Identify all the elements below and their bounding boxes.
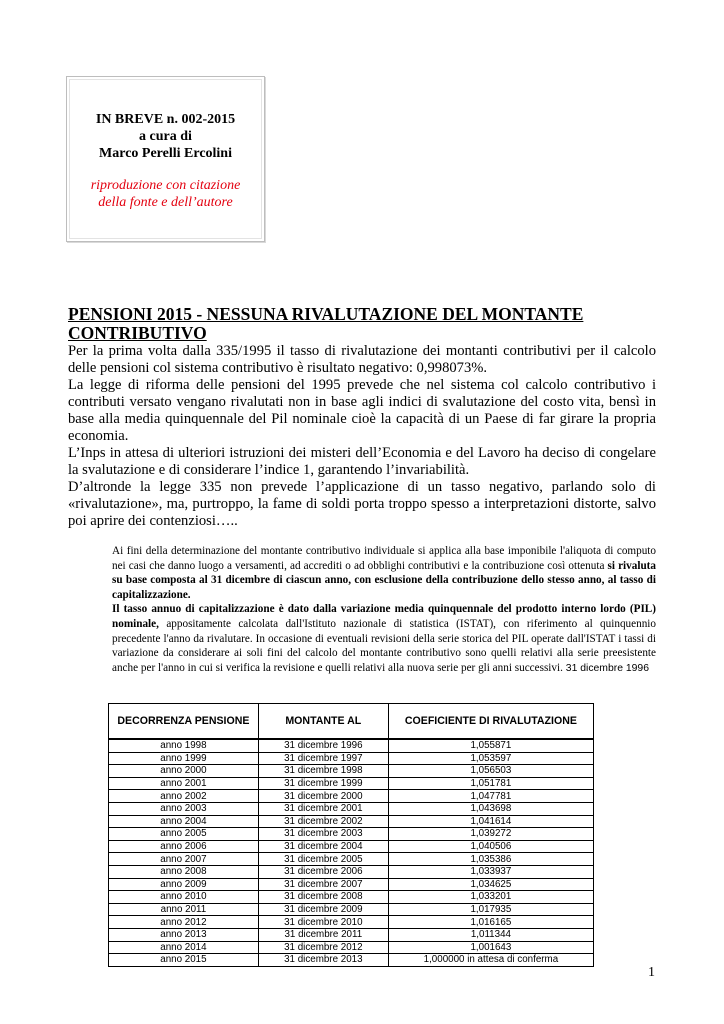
cell-montante: 31 dicembre 1998 — [258, 765, 388, 778]
cell-montante: 31 dicembre 2010 — [258, 916, 388, 929]
article-title — [68, 305, 668, 343]
cell-montante: 31 dicembre 2002 — [258, 815, 388, 828]
column-header-coefficiente: COEFICIENTE DI RIVALUTAZIONE — [388, 704, 593, 740]
table-row — [109, 802, 594, 815]
header-block — [67, 111, 264, 162]
quote-p2-text: appositamente calcolata dall'Istituto nazionale di statistica (ISTAT), con riferimento al quinquennio precedente l'anno da rivalutare. In occasione di eventuali revisioni della serie storica del PIL operate dall'ISTAT i tassi di variazione da considerare ai soli fini del calcolo del montante contributivo sono quelli relativi alla serie preesistente anche per l'anno in cui si verifica la revisione e quelli relativi alla nuova serie per gli anni successivi. — [112, 617, 656, 674]
cell-montante: 31 dicembre 2006 — [258, 865, 388, 878]
table-row — [109, 941, 594, 954]
cell-decorrenza: anno 2012 — [109, 916, 259, 929]
cell-coefficiente: 1,047781 — [388, 790, 593, 803]
table-row — [109, 765, 594, 778]
cell-decorrenza: anno 2003 — [109, 802, 259, 815]
article-title-line2: CONTRIBUTIVO — [68, 323, 207, 343]
cell-decorrenza: anno 2011 — [109, 903, 259, 916]
paragraph-4: D’altronde la legge 335 non prevede l’applicazione di un tasso negativo, parlando solo di «rivalutazione», ma, purtroppo, la fame di soldi porta troppo spesso a interpretazioni distorte, salvo poi aprire dei contenziosi….. — [68, 479, 656, 529]
page-number: 1 — [648, 965, 655, 980]
table-row — [109, 840, 594, 853]
table-row — [109, 903, 594, 916]
quote-p1-bold: si rivaluta su base composta al 31 dicembre di ciascun anno, con esclusione della contribuzione dello stesso anno, al tasso di capitalizzazione. — [112, 559, 656, 601]
cell-coefficiente: 1,011344 — [388, 928, 593, 941]
cell-coefficiente: 1,039272 — [388, 828, 593, 841]
cell-coefficiente: 1,033201 — [388, 891, 593, 904]
cell-decorrenza: anno 1999 — [109, 752, 259, 765]
table-row — [109, 739, 594, 752]
cell-decorrenza: anno 2009 — [109, 878, 259, 891]
paragraph-3: L’Inps in attesa di ulteriori istruzioni dei misteri dell’Economia e del Lavoro ha deciso di congelare la svalutazione e di considerare l’indice 1, garantendo l’invariabilità. — [68, 445, 656, 478]
table-header-row — [109, 704, 594, 740]
quote-paragraph-1 — [112, 544, 656, 602]
cell-montante: 31 dicembre 1999 — [258, 777, 388, 790]
cell-decorrenza: anno 2000 — [109, 765, 259, 778]
law-quote — [112, 544, 656, 676]
reproduction-note — [67, 177, 264, 211]
table-body — [109, 739, 594, 966]
cell-montante: 31 dicembre 2001 — [258, 802, 388, 815]
curated-by-label: a cura di — [139, 129, 192, 144]
cell-montante: 31 dicembre 1997 — [258, 752, 388, 765]
author-name: Marco Perelli Ercolini — [99, 146, 232, 161]
cell-montante: 31 dicembre 2005 — [258, 853, 388, 866]
table-row — [109, 865, 594, 878]
cell-decorrenza: anno 2013 — [109, 928, 259, 941]
reproduction-note-line1: riproduzione con citazione — [90, 178, 241, 193]
table-row — [109, 954, 594, 967]
cell-decorrenza: anno 2014 — [109, 941, 259, 954]
reproduction-note-line2: della fonte e dell’autore — [98, 195, 233, 210]
table-row — [109, 777, 594, 790]
cell-decorrenza: anno 2001 — [109, 777, 259, 790]
cell-montante: 31 dicembre 2007 — [258, 878, 388, 891]
quote-p2-bold: Il tasso annuo di capitalizzazione è dato dalla variazione media quinquennale del prodotto interno lordo (PIL) nominale, — [112, 603, 656, 630]
cell-montante: 31 dicembre 2004 — [258, 840, 388, 853]
article-body — [68, 343, 656, 530]
coefficient-table-wrapper — [108, 703, 594, 967]
cell-coefficiente: 1,033937 — [388, 865, 593, 878]
cell-decorrenza: anno 2006 — [109, 840, 259, 853]
cell-montante: 31 dicembre 1996 — [258, 739, 388, 752]
cell-coefficiente: 1,041614 — [388, 815, 593, 828]
cell-coefficiente: 1,017935 — [388, 903, 593, 916]
cell-montante: 31 dicembre 2009 — [258, 903, 388, 916]
column-header-decorrenza: DECORRENZA PENSIONE — [109, 704, 259, 740]
cell-coefficiente: 1,034625 — [388, 878, 593, 891]
cell-decorrenza: anno 2002 — [109, 790, 259, 803]
cell-decorrenza: anno 2010 — [109, 891, 259, 904]
table-row — [109, 790, 594, 803]
quote-paragraph-2 — [112, 602, 656, 676]
cell-coefficiente: 1,035386 — [388, 853, 593, 866]
cell-coefficiente: 1,000000 in attesa di conferma — [388, 954, 593, 967]
paragraph-1: Per la prima volta dalla 335/1995 il tasso di rivalutazione dei montanti contributivi per il calcolo delle pensioni col sistema contributivo è risultato negativo: 0,998073%. — [68, 343, 656, 376]
cell-coefficiente: 1,040506 — [388, 840, 593, 853]
column-header-montante: MONTANTE AL — [258, 704, 388, 740]
cell-montante: 31 dicembre 2000 — [258, 790, 388, 803]
cell-decorrenza: anno 1998 — [109, 739, 259, 752]
cell-decorrenza: anno 2007 — [109, 853, 259, 866]
cell-montante: 31 dicembre 2008 — [258, 891, 388, 904]
table-row — [109, 928, 594, 941]
cell-coefficiente: 1,053597 — [388, 752, 593, 765]
table-row — [109, 828, 594, 841]
cell-coefficiente: 1,051781 — [388, 777, 593, 790]
table-row — [109, 752, 594, 765]
cell-decorrenza: anno 2015 — [109, 954, 259, 967]
coefficient-table — [108, 703, 594, 967]
cell-montante: 31 dicembre 2011 — [258, 928, 388, 941]
table-row — [109, 815, 594, 828]
cell-decorrenza: anno 2004 — [109, 815, 259, 828]
cell-montante: 31 dicembre 2013 — [258, 954, 388, 967]
cell-coefficiente: 1,043698 — [388, 802, 593, 815]
cell-decorrenza: anno 2005 — [109, 828, 259, 841]
table-row — [109, 853, 594, 866]
cell-coefficiente: 1,016165 — [388, 916, 593, 929]
quote-p1-text: Ai fini della determinazione del montante contributivo individuale si applica alla base imponibile l'aliquota di computo nei casi che danno luogo a versamenti, ad accrediti o ad obblighi contributivi e la contribuzione così ottenuta — [112, 545, 656, 572]
table-row — [109, 916, 594, 929]
cell-coefficiente: 1,055871 — [388, 739, 593, 752]
cell-montante: 31 dicembre 2012 — [258, 941, 388, 954]
cell-coefficiente: 1,001643 — [388, 941, 593, 954]
article-title-line1: PENSIONI 2015 - NESSUNA RIVALUTAZIONE DEL MONTANTE — [68, 304, 584, 324]
table-row — [109, 878, 594, 891]
quote-p2-date: 31 dicembre 1996 — [562, 662, 649, 674]
cell-montante: 31 dicembre 2003 — [258, 828, 388, 841]
cell-decorrenza: anno 2008 — [109, 865, 259, 878]
paragraph-2: La legge di riforma delle pensioni del 1995 prevede che nel sistema col calcolo contributivo i contributi versato vengano rivalutati non in base agli indici di svalutazione del costo vita, bensì in base alla media quinquennale del Pil nominale cioè la capacità di un Paese di far girare la propria economia. — [68, 377, 656, 444]
issue-label: IN BREVE n. 002-2015 — [95, 112, 236, 127]
cell-coefficiente: 1,056503 — [388, 765, 593, 778]
table-row — [109, 891, 594, 904]
header-box — [66, 76, 265, 242]
